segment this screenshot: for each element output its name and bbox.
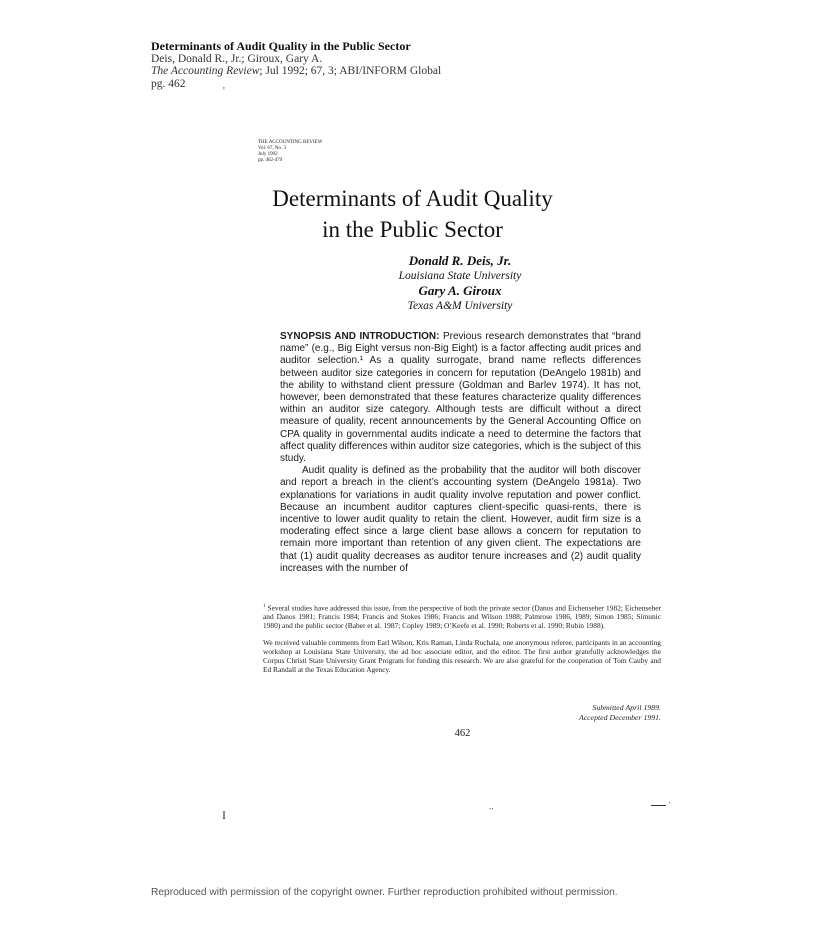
footnote — [263, 602, 661, 630]
journal-stamp-volume: Vol. 67, No. 3 — [258, 146, 286, 151]
footnote-text: Several studies have addressed this issue, from the perspective of both the private sector (Danos and Eichenseher 1982; Eichenseher and Danos 1981; Francis 1984; Francis and Stokes 1986; Francis and Wilson 1988; Palmrose 1986, 1989; Simon 1985; Simunic 1980) and the public sector (Baber et al. 1987; Copley 1989; O’Keefe et al. 1990; Roberts et al. 1990; Rubin 1988). — [263, 603, 661, 631]
scan-mark-left: I — [222, 808, 226, 822]
author-name: Gary A. Giroux — [418, 283, 502, 298]
reproduction-notice: Reproduced with permission of the copyright owner. Further reproduction prohibited without permission. — [151, 887, 618, 898]
page-number: 462 — [454, 728, 471, 739]
article-title-line-1: Determinants of Audit Quality — [272, 186, 553, 211]
author-affiliation: Louisiana State University — [398, 270, 522, 282]
journal-stamp-date: July 1992 — [258, 152, 278, 157]
scan-mark-middle: .. — [489, 801, 494, 811]
citation-authors: Deis, Donald R., Jr.; Giroux, Gary A. — [151, 52, 323, 65]
journal-stamp-name: THE ACCOUNTING REVIEW — [258, 140, 323, 145]
body-paragraph: Audit quality is defined as the probability that the auditor will both discover and report a breach in the client’s accounting system (DeAngelo 1981a). Two explanations for variations in audit quality involve reputation and power conflict. Because an incumbent auditor captures client-specific quasi-rents, there is incentive to lower audit quality to retain the client. However, audit firm size is a moderating effect since a large client base allows a concern for reputation to remain more important than retention of any given client. The expectations are that (1) audit quality decreases as auditor tenure increases and (2) audit quality increases with the number of — [280, 465, 641, 574]
article-title-line-2: in the Public Sector — [322, 217, 503, 242]
body-paragraph — [280, 331, 641, 465]
submission-dates — [520, 703, 661, 723]
footnotes — [263, 602, 661, 682]
article-body — [280, 331, 641, 575]
citation-title: Determinants of Audit Quality in the Public Sector — [151, 39, 411, 53]
stray-mark: ' — [223, 86, 225, 97]
author-affiliation: Texas A&M University — [407, 300, 513, 312]
citation-header — [151, 40, 441, 90]
paragraph-text: Previous research demonstrates that “brand name” (e.g., Big Eight versus non-Big Eight) is a factor affecting audit prices and auditor selection.¹ As a quality surrogate, brand name reflects differences between auditor size categories in concern for reputation (DeAngelo 1981b) and the ability to withstand client pressure (Goldman and Barlev 1974). It has not, however, been demonstrated that these features characterize quality differences within an auditor size category. Although tests are difficult without a direct measure of quality, recent announcements by the General Accounting Office on CPA quality in governmental audits indicate a need to determine the factors that affect quality differences within auditor size categories, which is the subject of this study. — [280, 331, 641, 465]
citation-source — [151, 65, 441, 78]
author-block — [335, 253, 585, 313]
accepted-date: Accepted December 1991. — [578, 713, 661, 722]
article-title — [240, 183, 585, 245]
journal-stamp-pages: pp. 462-479 — [258, 158, 283, 163]
scan-rule-right — [651, 805, 666, 806]
scan-mark-right: ' — [669, 800, 671, 810]
footnote-marker: 1 — [263, 604, 266, 609]
acknowledgement-note: We received valuable comments from Earl Wilson, Kris Raman, Linda Ruchala, one anonymous referee, participants in an accounting workshop at Louisiana State University, the ad hoc associate editor, and the editor. The first author gratefully acknowledges the Corpus Christi State University Grant Program for funding this research. We are also grateful for the cooperation of Tom Cauby and Ed Randall at the Texas Education Agency. — [263, 638, 661, 675]
author-name: Donald R. Deis, Jr. — [408, 253, 512, 268]
submitted-date: Submitted April 1989. — [592, 703, 661, 712]
citation-journal: The Accounting Review — [151, 65, 260, 77]
section-lead: SYNOPSIS AND INTRODUCTION: — [280, 331, 440, 342]
citation-pages: pg. 462 — [151, 77, 186, 90]
citation-source-details: ; Jul 1992; 67, 3; ABI/INFORM Global — [259, 65, 442, 77]
journal-stamp — [258, 140, 322, 164]
